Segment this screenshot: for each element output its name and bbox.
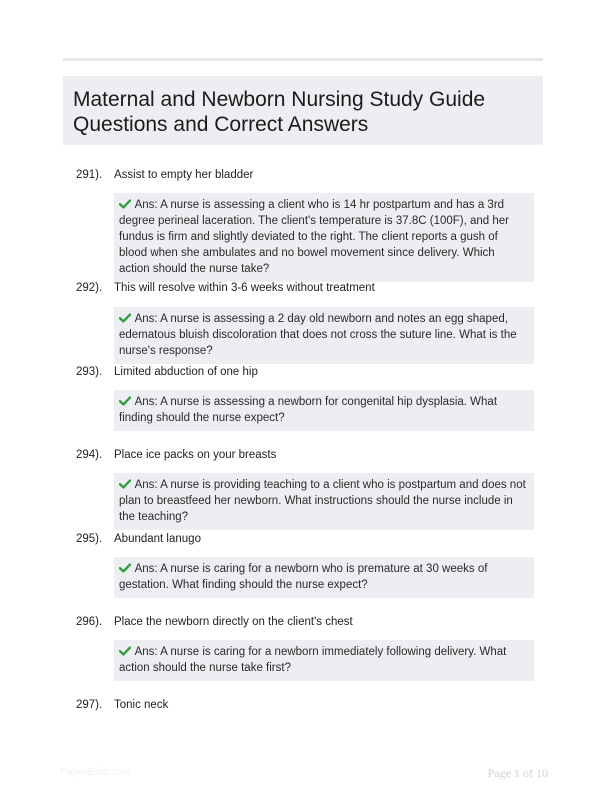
item-number: 294). <box>76 449 103 461</box>
item-number: 296). <box>76 616 103 628</box>
check-icon <box>119 646 131 656</box>
question-text: Ans: A nurse is caring for a newborn immediately following delivery. What action should the nurse take first? <box>119 646 507 674</box>
question-box <box>114 640 534 681</box>
check-icon <box>119 313 131 323</box>
question-box <box>114 557 534 598</box>
item-answer: Tonic neck <box>114 699 169 711</box>
check-icon <box>119 563 131 573</box>
check-icon <box>119 199 131 209</box>
question-box <box>114 473 534 530</box>
check-icon <box>119 479 131 489</box>
page-number: Page 1 of 10 <box>487 766 548 780</box>
question-text: Ans: A nurse is providing teaching to a client who is postpartum and does not plan to breastfeed her newborn. What instructions should the nurse include in the teaching? <box>119 479 526 523</box>
title-line-1: Maternal and Newborn Nursing Study Guide <box>73 88 486 111</box>
title-line-2: Questions and Correct Answers <box>73 113 369 136</box>
item-answer: Abundant lanugo <box>114 533 201 545</box>
item-answer: Place the newborn directly on the client's chest <box>114 616 353 628</box>
top-divider <box>63 58 543 61</box>
question-box <box>114 193 534 282</box>
item-answer: This will resolve within 3-6 weeks without treatment <box>114 282 375 294</box>
item-number: 291). <box>76 169 103 181</box>
question-box <box>114 307 534 364</box>
check-icon <box>119 396 131 406</box>
item-number: 295). <box>76 533 103 545</box>
item-answer: Place ice packs on your breasts <box>114 449 277 461</box>
question-box <box>114 390 534 431</box>
question-text: Ans: A nurse is assessing a client who is 14 hr postpartum and has a 3rd degree perineal laceration. The client's temperature is 37.8C (100F), and her fundus is firm and slightly deviated to the right. The client reports a gush of blood when she ambulates and no bowel movement since delivery. Which action should the nurse take? <box>119 199 510 275</box>
page-title <box>63 76 543 145</box>
question-text: Ans: A nurse is caring for a newborn who is premature at 30 weeks of gestation. What finding should the nurse expect? <box>119 563 488 591</box>
question-text: Ans: A nurse is assessing a 2 day old newborn and notes an egg shaped, edematous bluish discoloration that does not cross the suture line. What is the nurse's response? <box>119 313 517 357</box>
question-text: Ans: A nurse is assessing a newborn for congenital hip dysplasia. What finding should the nurse expect? <box>119 396 498 424</box>
item-number: 293). <box>76 366 103 378</box>
item-answer: Assist to empty her bladder <box>114 169 254 181</box>
item-number: 292). <box>76 282 103 294</box>
item-answer: Limited abduction of one hip <box>114 366 258 378</box>
footer-watermark: PaperBidic.com <box>60 767 131 778</box>
item-number: 297). <box>76 699 103 711</box>
